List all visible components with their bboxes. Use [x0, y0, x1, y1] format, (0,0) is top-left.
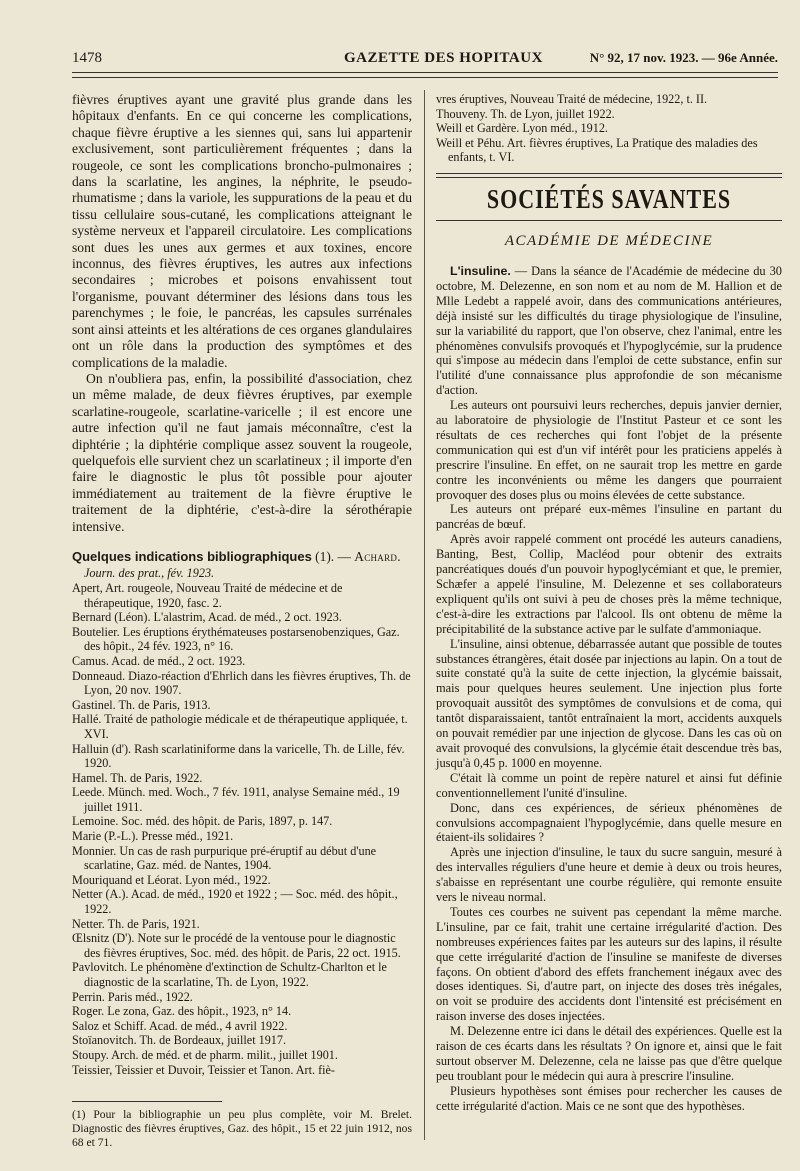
- paragraph: Toutes ces courbes ne suivent pas cependant la même marche. L'insuline, par ce fait, trahit une certaine irrégularité d'action. Des nombreuses expériences faites par les auteurs sur des lapins, il résulte que cette irrégularité d'action de l'insuline se manifeste de diverses façons. On obtient d'abord des effets franchement inégaux avec des doses identiques. Si, d'autre part, on injecte des doses très inégales, on voit se produire des accidents dont l'intensité est précisément en raison inverse des doses injectées.: [436, 904, 782, 1024]
- reference: Weill et Péhu. Art. fièvres éruptives, La Pratique des maladies des enfants, t. VI.: [436, 135, 758, 165]
- reference: Pavlovitch. Le phénomène d'extinction de Schultz-Charlton et le diagnostic de la scarlatine, Th. de Lyon, 1922.: [72, 960, 387, 989]
- reference: Halluin (d'). Rash scarlatiniforme dans la varicelle, Th. de Lille, fév. 1920.: [72, 741, 405, 771]
- reference: Apert, Art. rougeole, Nouveau Traité de médecine et de thérapeutique, 1920, fasc. 2.: [72, 580, 343, 610]
- issue-info: N° 92, 17 nov. 1923. — 96e Année.: [589, 50, 778, 65]
- reference: Netter (A.). Acad. de méd., 1920 et 1922 ; — Soc. méd. des hôpit., 1922.: [72, 887, 398, 917]
- bibliography-list: [72, 581, 412, 1077]
- page-header: [72, 50, 778, 72]
- paragraph-text: — Dans la séance de l'Académie de médecine du 30 octobre, M. Delezenne, en son nom et au nom de M. Hallion et de Mlle Ledebt a rappelé avoir, dans des communications antérieures, déjà insisté sur les difficultés du tirage physiologique de l'insuline, sur la variabilité du rapport, que l'on observe, chez l'animal, entre les phénomènes convulsifs provoqués et l'hypoglycémie, sur la prudence qui s'impose au médecin dans l'emploi de cette substance, enfin sur l'utilité d'une connaissance plus approfondie de son mécanisme d'action.: [436, 263, 782, 398]
- reference: Œlsnitz (D'). Note sur le procédé de la ventouse pour le diagnostic des fièvres éruptives, Soc. méd. des hôpit. de Paris, 22 oct. 1915.: [72, 931, 401, 960]
- bibliography-note: (1). —: [315, 548, 355, 564]
- paragraph: [436, 264, 782, 398]
- section-title: SOCIÉTÉS SAVANTES: [486, 182, 732, 214]
- paragraph: L'insuline, ainsi obtenue, débarrassée autant que possible de toutes substances étrangères, était dosée par injections au lapin. On a tout de suite constaté qu'à la suite de cette injection, la glycémie baissait, mais pour quelques heures seulement. Une injection plus forte provoquait aussitôt des symptômes de convulsions et de coma, qui tantôt disparaissaient, tantôt entraînaient la mort, accidents auxquels on pouvait remédier par une injection de glycose. Dans les cas où on avait provoqué des convulsions, la glycémie était descendue très bas, jusqu'à 0,45 p. 1000 en moyenne.: [436, 636, 782, 770]
- reference: Teissier, Teissier et Duvoir, Teissier et Tanon. Art. fiè-: [72, 1062, 335, 1077]
- reference: Bernard (Léon). L'alastrim, Acad. de méd., 2 oct. 1923.: [72, 610, 342, 625]
- paragraph: Après une injection d'insuline, le taux du sucre sanguin, mesuré à des intervalles réguliers d'une heure et demie à deux ou trois heures, s'abaisse en représentant une courbe régulière, qui remonte ensuite vers le niveau normal.: [436, 845, 782, 905]
- bibliography-heading: [72, 549, 412, 581]
- reference: Roger. Le zona, Gaz. des hôpit., 1923, n° 14.: [72, 1004, 292, 1019]
- footnote: (1) Pour la bibliographie un peu plus complète, voir M. Brelet. Diagnostic des fièvres éruptives, Gaz. des hôpit., 15 et 22 juin 1912, nos 68 et 71.: [72, 1108, 412, 1149]
- paragraph: On n'oubliera pas, enfin, la possibilité d'association, chez un même malade, de deux fièvres éruptives, par exemple scarlatine-rougeole, scarlatine-varicelle ; il est encore une autre infection qu'il ne faut jamais méconnaître, c'est la diphtérie ; la diphtérie complique assez souvent la rougeole, quelquefois elle survient chez un scarlatineux ; il importe d'en faire le diagnostic le plus tôt possible pour ajouter immédiatement au traitement de la fièvre éruptive le traitement de la diphtérie, c'est-à-dire la sérothérapie intensive.: [72, 370, 412, 534]
- reference: Donneaud. Diazo-réaction d'Ehrlich dans les fièvres éruptives, Th. de Lyon, 20 nov. 1907.: [72, 668, 411, 698]
- left-column: [72, 92, 412, 1150]
- paragraph: Donc, dans ces expériences, de sérieux phénomènes de convulsions accompagnaient l'hypoglycémie, dans quelle mesure en étaient-ils solidaires ?: [436, 800, 782, 845]
- column-divider: [424, 90, 425, 1140]
- reference: Weill et Gardère. Lyon méd., 1912.: [436, 121, 608, 136]
- reference: Hallé. Traité de pathologie médicale et de thérapeutique appliquée, t. XVI.: [72, 712, 408, 741]
- paragraph: Après avoir rappelé comment ont procédé les auteurs canadiens, Banting, Best, Collip, Macléod pour obtenir des extraits pancréatiques doués d'un pouvoir hypoglycémiant et que, le premier, Schæfer a appelé l'insuline, M. Delezenne et ses collaborateurs expliquent qu'ils ont suivi à peu de choses près la même technique, c'est-à-dire les extractions par l'alcool. Ils ont obtenu de même la précipitabilité de la substance active par le sulfate d'ammoniaque.: [436, 532, 782, 636]
- reference: Stoupy. Arch. de méd. et de pharm. milit., juillet 1901.: [72, 1047, 338, 1062]
- paragraph: Les auteurs ont préparé eux-mêmes l'insuline en partant du pancréas de bœuf.: [436, 502, 782, 532]
- right-column: [436, 92, 782, 1114]
- section-rule-double: [436, 177, 782, 178]
- header-rule-double: [72, 77, 778, 78]
- reference: Leede. Münch. med. Woch., 7 fév. 1911, analyse Semaine méd., 19 juillet 1911.: [72, 785, 400, 814]
- reference: Boutelier. Les éruptions érythémateuses postarsenobenziques, Gaz. des hôpit., 24 fév. 1923, n° 16.: [72, 624, 400, 654]
- reference: Stoïanovitch. Th. de Bordeaux, juillet 1917.: [72, 1033, 287, 1048]
- academy-article: [436, 264, 782, 1114]
- reference: Hamel. Th. de Paris, 1922.: [72, 770, 203, 785]
- reference: Netter. Th. de Paris, 1921.: [72, 916, 200, 931]
- reference: Perrin. Paris méd., 1922.: [72, 989, 193, 1004]
- section-rule: [436, 173, 782, 174]
- reference: Gastinel. Th. de Paris, 1913.: [72, 697, 211, 712]
- paragraph: fièvres éruptives ayant une gravité plus grande dans les hôpitaux d'enfants. En ce qui concerne les complications, chaque fièvre éruptive a les siennes qui, sans lui appartenir exclusivement, sont particulièrement fréquentes ; dans la rougeole, ce sont les complications broncho-pulmonaires ; dans la scarlatine, les angines, la néphrite, le pseudo-rhumatisme ; dans la variole, les suppurations de la peau et du tissu cellulaire sous-cutané, les complications atteignant le système nerveux et l'appareil circulatoire. Les complications sont dues les unes aux germes et aux toxines, encore inconnus, des fièvres éruptives, les autres aux infections secondaires ; microbes et poisons envahissent tout l'organisme, pouvant déterminer des lésions dans tous les parenchymes ; le foie, le pancréas, les capsules surrénales sont ainsi atteints et les altérations de ces organes glandulaires ont un rôle dans la production des symptômes et des complications de la maladie.: [72, 92, 412, 370]
- reference: Lemoine. Soc. méd. des hôpit. de Paris, 1897, p. 147.: [72, 814, 333, 829]
- footnote-rule: [72, 1101, 222, 1102]
- paragraph: C'était là comme un point de repère naturel et ainsi fut définie conventionnellement l'unité d'insuline.: [436, 770, 782, 800]
- bibliography-title: Quelques indications bibliographiques: [72, 548, 312, 564]
- bibliography-first-author: Achard.: [354, 548, 401, 564]
- reference: Monnier. Un cas de rash purpurique pré-éruptif au début d'une scarlatine, Gaz. méd. de Nantes, 1904.: [72, 843, 377, 873]
- academy-heading: ACADÉMIE DE MÉDECINE: [504, 232, 714, 249]
- article-body: [72, 92, 412, 535]
- reference: Saloz et Schiff. Acad. de méd., 4 avril 1922.: [72, 1018, 288, 1033]
- reference: Mouriquand et Léorat. Lyon méd., 1922.: [72, 872, 271, 887]
- bibliography-first-rest: Journ. des prat., fév. 1923.: [84, 565, 215, 580]
- header-rule: [72, 72, 778, 73]
- bibliography-continued: [436, 92, 782, 165]
- paragraph: Les auteurs ont poursuivi leurs recherches, depuis janvier dernier, au laboratoire de physiologie de l'Institut Pasteur et ce sont les résultats de ces recherches qui font l'objet de la présente communication qui est d'un vif intérêt pour les praticiens appelés à prescrire l'insuline. En effet, on ne saurait trop les mettre en garde contre les inconvénients ou même les dangers que pourraient provoquer des doses plus ou moins élevées de cette substance.: [436, 398, 782, 502]
- article-lead: L'insuline.: [450, 263, 511, 278]
- section-title-rule: [436, 220, 782, 221]
- paragraph: M. Delezenne entre ici dans le détail des expériences. Quelle est la raison de ces écarts dans les résultats ? On ignore et, ainsi que le fait surtout observer M. Delezenne, cela ne laisse pas que d'être quelque peu troublant pour le médecin qui aura à prescrire l'insuline.: [436, 1024, 782, 1083]
- reference: Thouveny. Th. de Lyon, juillet 1922.: [436, 106, 615, 121]
- reference: Camus. Acad. de méd., 2 oct. 1923.: [72, 653, 246, 668]
- journal-title: GAZETTE DES HOPITAUX: [344, 50, 543, 66]
- reference: vres éruptives, Nouveau Traité de médecine, 1922, t. II.: [436, 92, 708, 106]
- reference: Marie (P.-L.). Presse méd., 1921.: [72, 829, 234, 844]
- paragraph: Plusieurs hypothèses sont émises pour rechercher les causes de cette irrégularité d'action. Mais ce ne sont que des hypothèses.: [436, 1083, 782, 1113]
- page-number: 1478: [72, 50, 102, 66]
